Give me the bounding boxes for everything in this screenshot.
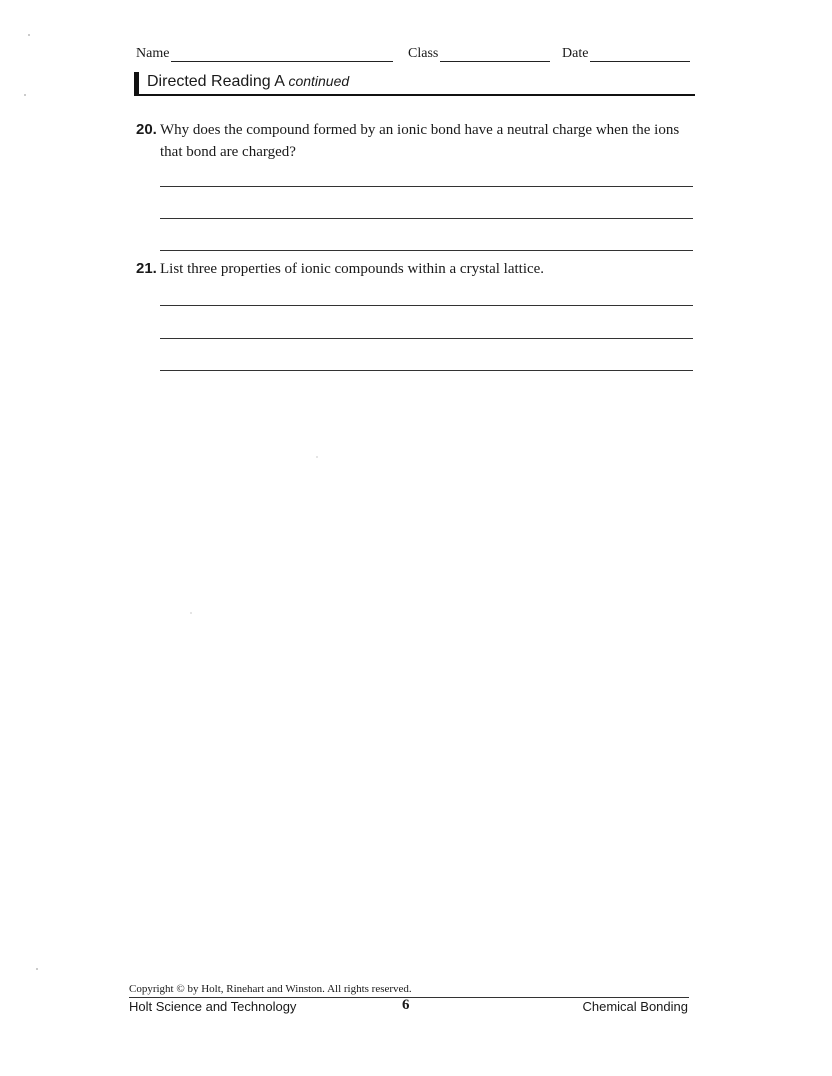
scan-speck [28, 34, 30, 36]
question-20 [136, 119, 696, 163]
class-label: Class [408, 46, 439, 61]
question-text: List three properties of ionic compounds within a crystal lattice. [160, 261, 545, 277]
scan-speck [36, 968, 38, 970]
scan-speck [190, 612, 192, 614]
scan-speck [24, 94, 26, 96]
name-label: Name [136, 46, 170, 61]
page-number: 6 [402, 997, 410, 1013]
question-number: 20. [136, 121, 157, 138]
answer-line-20-2[interactable] [160, 218, 693, 219]
answer-line-20-3[interactable] [160, 250, 693, 251]
answer-line-21-2[interactable] [160, 338, 693, 339]
question-21 [136, 258, 696, 280]
section-subtitle: continued [288, 73, 350, 89]
date-label: Date [562, 46, 589, 61]
name-blank[interactable] [171, 47, 393, 62]
class-blank[interactable] [440, 47, 550, 62]
class-field[interactable] [408, 46, 550, 62]
footer-chapter-title: Chemical Bonding [582, 999, 688, 1014]
scan-speck [316, 456, 318, 458]
section-title [147, 73, 349, 91]
section-marker [134, 72, 139, 94]
section-title-text: Directed Reading A [147, 73, 284, 90]
answer-line-20-1[interactable] [160, 186, 693, 187]
question-number: 21. [136, 260, 157, 277]
date-blank[interactable] [590, 47, 690, 62]
section-header [134, 72, 695, 96]
question-text: Why does the compound formed by an ionic bond have a neutral charge when the ions that bond are charged? [160, 122, 680, 160]
answer-line-21-3[interactable] [160, 370, 693, 371]
name-field[interactable] [136, 46, 393, 62]
answer-line-21-1[interactable] [160, 305, 693, 306]
copyright-notice: Copyright © by Holt, Rinehart and Winston. All rights reserved. [129, 983, 412, 995]
footer-book-title: Holt Science and Technology [129, 999, 297, 1014]
date-field[interactable] [562, 46, 690, 62]
